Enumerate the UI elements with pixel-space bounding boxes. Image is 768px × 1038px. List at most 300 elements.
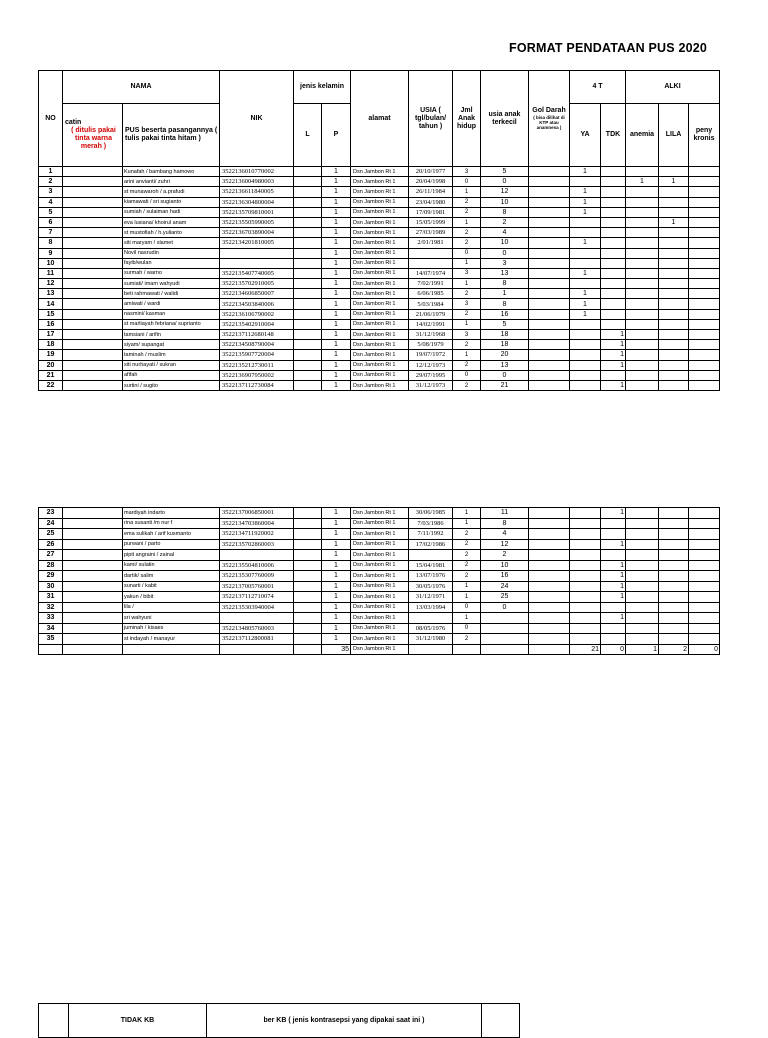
row-nik: 3522134201810005 [220, 238, 294, 248]
row-peny [689, 197, 720, 207]
row-catin [63, 207, 123, 217]
row-catin [63, 380, 123, 390]
row-ya [570, 340, 601, 350]
row-alamat: Dsn Jambon Rt 1 [351, 258, 409, 268]
row-gol-darah [529, 228, 570, 238]
row-anemia [626, 217, 659, 227]
row-alamat: Dsn Jambon Rt 1 [351, 518, 409, 529]
table-row [39, 299, 720, 309]
row-gol-darah [529, 187, 570, 197]
row-jml-anak: 3 [453, 330, 481, 340]
row-l [294, 508, 322, 519]
row-ya [570, 539, 601, 550]
row-name: sumiah / sulaiman hadi [123, 207, 220, 217]
row-tdk: 1 [601, 539, 626, 550]
row-anemia [626, 258, 659, 268]
row-p: 1 [322, 550, 351, 561]
row-lila [659, 248, 689, 258]
row-catin [63, 634, 123, 645]
row-usia: 15/05/1999 [409, 217, 453, 227]
row-alamat: Dsn Jambon Rt 1 [351, 268, 409, 278]
row-usia: 23/04/1980 [409, 197, 453, 207]
header-peny-kronis: peny kronis [689, 104, 720, 167]
row-catin [63, 319, 123, 329]
row-tdk: 1 [601, 613, 626, 624]
row-nik: 3522135307760009 [220, 571, 294, 582]
row-anemia [626, 529, 659, 540]
row-anemia [626, 581, 659, 592]
row-p: 1 [322, 217, 351, 227]
row-lila: 1 [659, 217, 689, 227]
row-usia-anak: 2 [481, 217, 529, 227]
row-name: kami/ sulatin [123, 560, 220, 571]
row-no: 27 [39, 550, 63, 561]
row-alamat: Dsn Jambon Rt 1 [351, 581, 409, 592]
row-anemia [626, 518, 659, 529]
row-alamat: Dsn Jambon Rt 1 [351, 309, 409, 319]
row-anemia [626, 634, 659, 645]
row-usia-anak [481, 634, 529, 645]
row-usia [409, 258, 453, 268]
pus-table-top [38, 70, 720, 391]
row-no: 11 [39, 268, 63, 278]
row-jml-anak: 1 [453, 350, 481, 360]
row-ya: 1 [570, 309, 601, 319]
row-nik: 3522135212730011 [220, 360, 294, 370]
row-no: 30 [39, 581, 63, 592]
row-no: 2 [39, 177, 63, 187]
row-jml-anak: 1 [453, 592, 481, 603]
row-peny [689, 207, 720, 217]
row-tdk: 1 [601, 360, 626, 370]
row-p: 1 [322, 529, 351, 540]
row-alamat: Dsn Jambon Rt 1 [351, 360, 409, 370]
row-peny [689, 592, 720, 603]
row-name: juminah / kisaes [123, 623, 220, 634]
header-gol-darah-label: Gol Darah [532, 107, 566, 114]
row-peny [689, 350, 720, 360]
row-jml-anak: 1 [453, 508, 481, 519]
row-nik: 3522137112730084 [220, 380, 294, 390]
table-row [39, 602, 720, 613]
row-usia-anak: 3 [481, 258, 529, 268]
header-catin-label: catin [65, 119, 82, 126]
row-usia: 7/11/1992 [409, 529, 453, 540]
header-lila: LILA [659, 104, 689, 167]
row-p: 1 [322, 187, 351, 197]
row-l [294, 248, 322, 258]
row-jml-anak: 1 [453, 187, 481, 197]
row-peny [689, 560, 720, 571]
row-tdk [601, 167, 626, 177]
row-usia-anak: 10 [481, 197, 529, 207]
row-name: dartik/ salim [123, 571, 220, 582]
row-alamat: Dsn Jambon Rt 1 [351, 279, 409, 289]
row-peny [689, 319, 720, 329]
row-anemia [626, 550, 659, 561]
row-lila [659, 319, 689, 329]
row-p: 1 [322, 508, 351, 519]
row-usia-anak [481, 623, 529, 634]
row-ya [570, 350, 601, 360]
row-nik: 3522134508790004 [220, 340, 294, 350]
row-alamat: Dsn Jambon Rt 1 [351, 571, 409, 582]
row-peny [689, 289, 720, 299]
row-usia: 31/12/1973 [409, 380, 453, 390]
row-peny [689, 634, 720, 645]
row-nik: 3522134503840006 [220, 299, 294, 309]
row-usia-anak: 2 [481, 550, 529, 561]
row-catin [63, 518, 123, 529]
row-lila [659, 167, 689, 177]
row-anemia [626, 309, 659, 319]
row-catin [63, 187, 123, 197]
row-nik: 3522134805760003 [220, 623, 294, 634]
row-l [294, 319, 322, 329]
row-ya [570, 518, 601, 529]
row-peny [689, 602, 720, 613]
row-p: 1 [322, 602, 351, 613]
row-catin [63, 330, 123, 340]
table-row [39, 370, 720, 380]
row-ya [570, 217, 601, 227]
row-p: 1 [322, 330, 351, 340]
row-l [294, 289, 322, 299]
row-no: 25 [39, 529, 63, 540]
row-usia-anak: 13 [481, 268, 529, 278]
row-lila [659, 197, 689, 207]
row-gol-darah [529, 279, 570, 289]
row-no: 9 [39, 248, 63, 258]
row-alamat: Dsn Jambon Rt 1 [351, 613, 409, 624]
row-l [294, 330, 322, 340]
row-tdk [601, 279, 626, 289]
table-row [39, 289, 720, 299]
row-no: 26 [39, 539, 63, 550]
row-anemia [626, 560, 659, 571]
row-name: amiwati / wardi [123, 299, 220, 309]
row-usia: 17/02/1986 [409, 539, 453, 550]
row-nik: 3522136611840005 [220, 187, 294, 197]
row-tdk [601, 248, 626, 258]
row-p: 1 [322, 177, 351, 187]
row-nik: 3522137112680148 [220, 330, 294, 340]
table-row [39, 581, 720, 592]
row-usia-anak: 16 [481, 309, 529, 319]
row-ya [570, 279, 601, 289]
row-no: 3 [39, 187, 63, 197]
row-anemia [626, 299, 659, 309]
row-anemia [626, 330, 659, 340]
row-usia: 14/07/1974 [409, 268, 453, 278]
row-nik: 3522135402910004 [220, 319, 294, 329]
row-name: lila / [123, 602, 220, 613]
row-lila [659, 330, 689, 340]
row-name: siti nurhayati / sukran [123, 360, 220, 370]
row-peny [689, 268, 720, 278]
row-gol-darah [529, 613, 570, 624]
table-row [39, 571, 720, 582]
row-peny [689, 258, 720, 268]
row-p: 1 [322, 623, 351, 634]
row-peny [689, 508, 720, 519]
row-usia: 12/12/1973 [409, 360, 453, 370]
row-tdk [601, 623, 626, 634]
row-catin [63, 581, 123, 592]
row-gol-darah [529, 602, 570, 613]
row-alamat: Dsn Jambon Rt 1 [351, 207, 409, 217]
header-pus: PUS beserta pasangannya ( tulis pakai tinta hitam ) [123, 104, 220, 167]
row-p: 1 [322, 539, 351, 550]
header-gol-darah [529, 71, 570, 167]
row-peny [689, 217, 720, 227]
row-usia-anak: 16 [481, 571, 529, 582]
row-alamat: Dsn Jambon Rt 1 [351, 177, 409, 187]
totals-row [39, 644, 720, 655]
row-alamat: Dsn Jambon Rt 1 [351, 539, 409, 550]
header-nama: NAMA [63, 71, 220, 104]
row-jml-anak: 2 [453, 238, 481, 248]
row-tdk: 1 [601, 508, 626, 519]
row-gol-darah [529, 518, 570, 529]
total-ya: 21 [570, 644, 601, 655]
row-name: yakun / bibit [123, 592, 220, 603]
table-row [39, 258, 720, 268]
row-gol-darah [529, 581, 570, 592]
row-usia: 27/03/1989 [409, 228, 453, 238]
row-no: 33 [39, 613, 63, 624]
row-tdk [601, 258, 626, 268]
header-jml-anak: Jml Anak hidup [453, 71, 481, 167]
row-jml-anak: 2 [453, 634, 481, 645]
header-usia: USIA ( tgl/bulan/ tahun ) [409, 71, 453, 167]
row-peny [689, 581, 720, 592]
row-anemia [626, 279, 659, 289]
header-alamat: alamat [351, 71, 409, 167]
row-ya [570, 529, 601, 540]
row-peny [689, 238, 720, 248]
total-anemia: 1 [626, 644, 659, 655]
row-p: 1 [322, 560, 351, 571]
row-gol-darah [529, 268, 570, 278]
row-l [294, 634, 322, 645]
row-lila [659, 508, 689, 519]
row-nik: 3522135407740005 [220, 268, 294, 278]
row-alamat: Dsn Jambon Rt 1 [351, 380, 409, 390]
row-jml-anak: 1 [453, 581, 481, 592]
row-gol-darah [529, 167, 570, 177]
row-l [294, 602, 322, 613]
row-alamat: Dsn Jambon Rt 1 [351, 550, 409, 561]
row-gol-darah [529, 360, 570, 370]
row-p: 1 [322, 592, 351, 603]
row-l [294, 268, 322, 278]
row-peny [689, 571, 720, 582]
header-no: NO [39, 71, 63, 167]
row-tdk [601, 299, 626, 309]
row-anemia [626, 602, 659, 613]
row-alamat: Dsn Jambon Rt 1 [351, 289, 409, 299]
row-catin [63, 529, 123, 540]
header-4t: 4 T [570, 71, 626, 104]
row-gol-darah [529, 309, 570, 319]
row-name: sunarti / kabit [123, 581, 220, 592]
row-jml-anak: 2 [453, 529, 481, 540]
row-ya [570, 560, 601, 571]
row-tdk [601, 529, 626, 540]
row-nik: 3522136010770002 [220, 167, 294, 177]
row-ya [570, 380, 601, 390]
row-ya: 1 [570, 197, 601, 207]
row-name: purwani / parto [123, 539, 220, 550]
row-usia-anak: 8 [481, 207, 529, 217]
row-no: 12 [39, 279, 63, 289]
row-anemia [626, 268, 659, 278]
row-peny [689, 623, 720, 634]
row-usia-anak: 4 [481, 228, 529, 238]
row-alamat: Dsn Jambon Rt 1 [351, 634, 409, 645]
row-no: 21 [39, 370, 63, 380]
row-catin [63, 309, 123, 319]
row-l [294, 560, 322, 571]
total-lila: 2 [659, 644, 689, 655]
row-usia: 7/03/1986 [409, 518, 453, 529]
row-ya: 1 [570, 207, 601, 217]
row-catin [63, 258, 123, 268]
row-anemia [626, 350, 659, 360]
row-catin [63, 228, 123, 238]
row-lila [659, 289, 689, 299]
row-lila [659, 258, 689, 268]
row-nik [220, 248, 294, 258]
row-name: st mustofiah / h.yulianto [123, 228, 220, 238]
row-l [294, 258, 322, 268]
table-row [39, 330, 720, 340]
row-anemia [626, 508, 659, 519]
row-anemia [626, 613, 659, 624]
row-peny [689, 550, 720, 561]
row-usia-anak: 13 [481, 360, 529, 370]
row-alamat: Dsn Jambon Rt 1 [351, 592, 409, 603]
row-lila [659, 634, 689, 645]
row-lila [659, 571, 689, 582]
row-no: 20 [39, 360, 63, 370]
row-usia: 20/04/1998 [409, 177, 453, 187]
row-tdk [601, 187, 626, 197]
row-alamat: Dsn Jambon Rt 1 [351, 529, 409, 540]
table-row [39, 529, 720, 540]
page-title: FORMAT PENDATAAN PUS 2020 [509, 41, 708, 55]
table-row [39, 319, 720, 329]
row-nik [220, 613, 294, 624]
row-catin [63, 248, 123, 258]
row-jml-anak: 2 [453, 550, 481, 561]
row-lila [659, 228, 689, 238]
row-usia-anak: 4 [481, 529, 529, 540]
row-catin [63, 350, 123, 360]
row-nik: 3522136907950002 [220, 370, 294, 380]
row-gol-darah [529, 550, 570, 561]
row-catin [63, 571, 123, 582]
row-tdk [601, 228, 626, 238]
row-catin [63, 602, 123, 613]
row-p: 1 [322, 613, 351, 624]
row-name: mardiyah indarto [123, 508, 220, 519]
row-name: pipit angraini / zainal [123, 550, 220, 561]
row-usia-anak: 12 [481, 539, 529, 550]
row-name: afifah [123, 370, 220, 380]
row-usia: 20/10/1977 [409, 167, 453, 177]
row-usia-anak: 10 [481, 560, 529, 571]
row-lila [659, 539, 689, 550]
row-usia-anak: 20 [481, 350, 529, 360]
row-ya [570, 550, 601, 561]
row-nik: 3522137112710074 [220, 592, 294, 603]
row-ya: 1 [570, 238, 601, 248]
row-usia-anak: 5 [481, 167, 529, 177]
row-usia: 31/12/1971 [409, 592, 453, 603]
row-usia: 14/02/1991 [409, 319, 453, 329]
row-usia [409, 248, 453, 258]
row-nik: 3522135504810006 [220, 560, 294, 571]
row-jml-anak: 1 [453, 279, 481, 289]
row-peny [689, 228, 720, 238]
row-lila [659, 360, 689, 370]
row-tdk [601, 550, 626, 561]
row-no: 7 [39, 228, 63, 238]
row-ya [570, 258, 601, 268]
row-usia-anak: 21 [481, 380, 529, 390]
row-tdk [601, 518, 626, 529]
row-no: 13 [39, 289, 63, 299]
row-peny [689, 370, 720, 380]
row-catin [63, 550, 123, 561]
row-anemia [626, 360, 659, 370]
row-nik [220, 550, 294, 561]
row-name: Kunafah / bambang hamowo [123, 167, 220, 177]
row-ya [570, 581, 601, 592]
row-jml-anak: 1 [453, 613, 481, 624]
row-alamat: Dsn Jambon Rt 1 [351, 330, 409, 340]
row-lila [659, 370, 689, 380]
table-row [39, 518, 720, 529]
row-name: arini anvianti/ zuhri [123, 177, 220, 187]
row-gol-darah [529, 634, 570, 645]
row-name: st marliayah febriana/ suprianto [123, 319, 220, 329]
footer-tidak-kb: TIDAK KB [69, 1004, 207, 1038]
row-usia: 5/03/1984 [409, 299, 453, 309]
total-tdk: 0 [601, 644, 626, 655]
row-alamat: Dsn Jambon Rt 1 [351, 299, 409, 309]
row-no: 34 [39, 623, 63, 634]
table-row [39, 248, 720, 258]
kb-table [38, 1003, 520, 1038]
row-l [294, 380, 322, 390]
row-l [294, 187, 322, 197]
row-no: 23 [39, 508, 63, 519]
row-name: ema sulikah / arif kusmanto [123, 529, 220, 540]
header-catin-note: ( ditulis pakai tinta warna merah ) [71, 127, 116, 150]
table-row [39, 360, 720, 370]
row-no: 29 [39, 571, 63, 582]
row-alamat: Dsn Jambon Rt 1 [351, 187, 409, 197]
row-p: 1 [322, 207, 351, 217]
row-ya [570, 623, 601, 634]
row-nik: 3522135303940004 [220, 602, 294, 613]
row-jml-anak: 2 [453, 340, 481, 350]
row-usia [409, 550, 453, 561]
row-no: 14 [39, 299, 63, 309]
